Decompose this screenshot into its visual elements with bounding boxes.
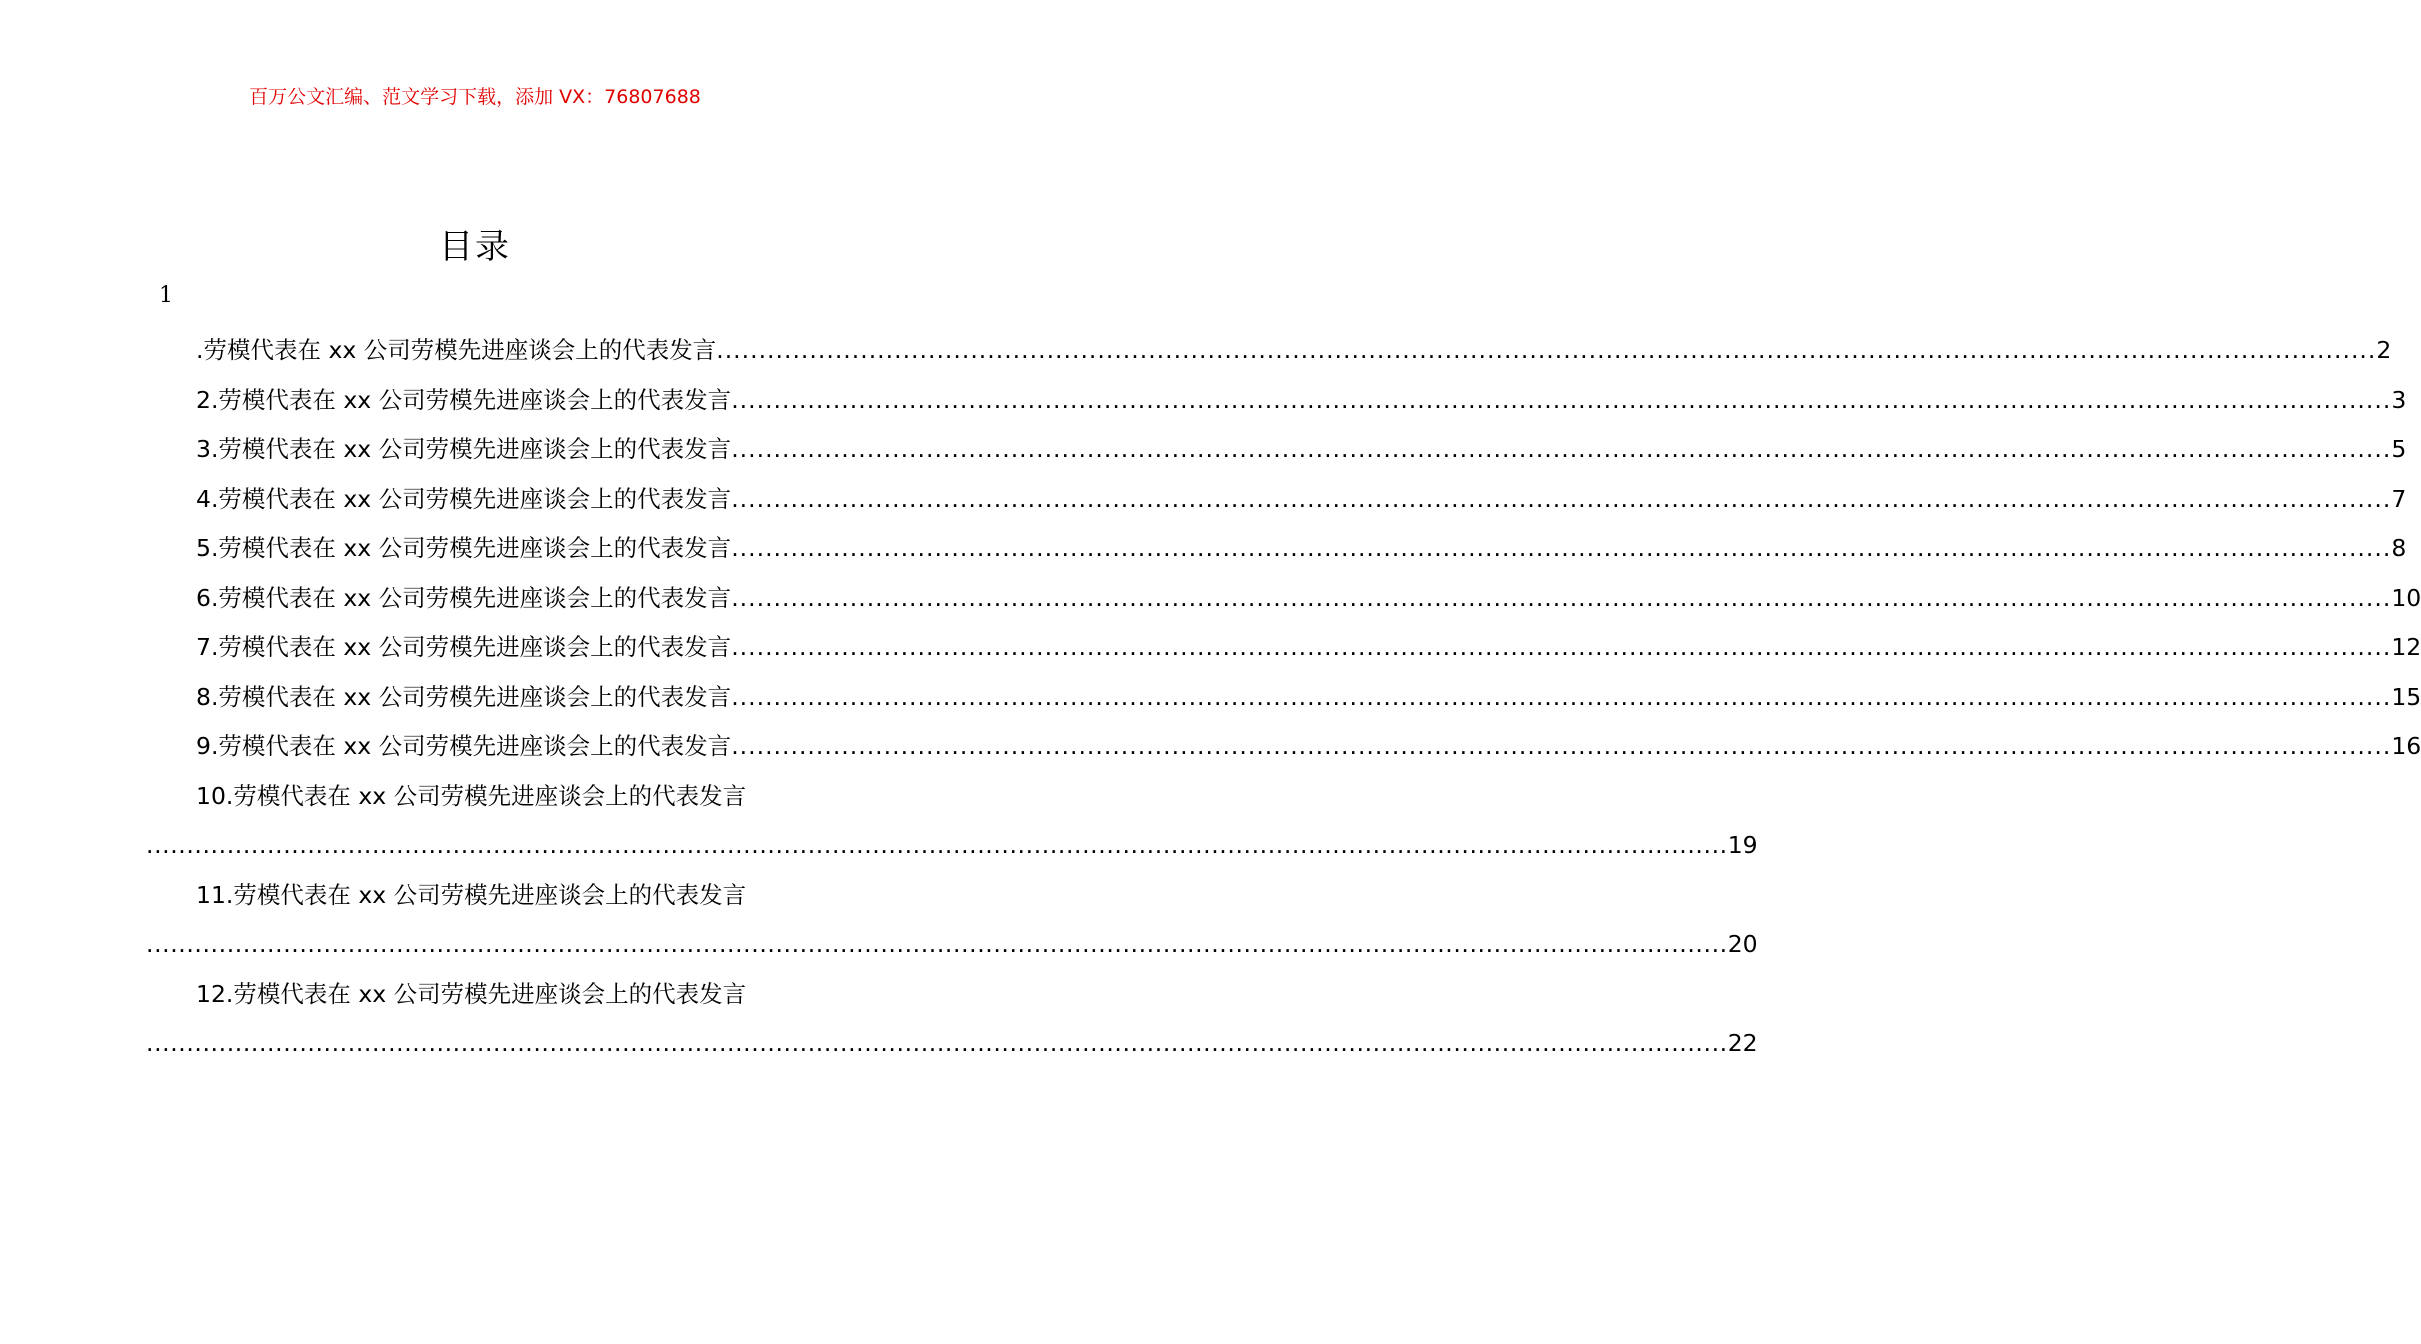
dot-leader [731,376,2391,426]
toc-entry-label: 6.劳模代表在 xx 公司劳模先进座谈会上的代表发言 [196,583,732,612]
toc-entry-11[interactable] [146,871,1758,970]
toc-entry-label: 11.劳模代表在 xx 公司劳模先进座谈会上的代表发言 [196,880,747,909]
dot-leader [716,326,2376,376]
dot-leader [146,1019,1728,1069]
dot-leader [731,574,2391,624]
toc-entry-label: 3.劳模代表在 xx 公司劳模先进座谈会上的代表发言 [196,435,732,463]
toc-entry-page: 19 [1727,831,1758,859]
dot-leader [731,722,2391,772]
toc-entry-7[interactable] [146,623,2421,673]
toc-entry-page: 8 [2391,534,2407,562]
dot-leader [731,673,2391,723]
toc-entry-12[interactable] [146,970,1758,1069]
toc-title: 目录 [439,227,511,267]
dot-leader [146,920,1728,970]
toc-entry-label: 9.劳模代表在 xx 公司劳模先进座谈会上的代表发言 [196,732,732,760]
toc-entry-8[interactable] [146,673,2421,723]
header-promo-note: 百万公文汇编、范文学习下载，添加 VX：76807688 [249,86,701,108]
toc-list [146,326,2421,1069]
stray-page-mark: 1 [159,283,173,308]
toc-entry-label: 5.劳模代表在 xx 公司劳模先进座谈会上的代表发言 [196,534,732,562]
toc-entry-page: 10 [2391,583,2421,612]
dot-leader [731,623,2391,673]
toc-entry-3[interactable] [146,425,2407,475]
toc-entry-2[interactable] [146,376,2407,426]
toc-entry-4[interactable] [146,475,2407,525]
toc-entry-page: 15 [2391,682,2421,711]
toc-entry-page: 7 [2391,484,2407,513]
toc-entry-page: 16 [2391,732,2421,760]
toc-entry-9[interactable] [146,722,2421,772]
toc-entry-page: 5 [2391,435,2407,463]
toc-entry-10[interactable] [146,772,1758,871]
dot-leader [146,821,1728,871]
toc-entry-label: 10.劳模代表在 xx 公司劳模先进座谈会上的代表发言 [196,781,747,810]
toc-entry-1[interactable] [146,326,2392,376]
toc-entry-label: 8.劳模代表在 xx 公司劳模先进座谈会上的代表发言 [196,682,732,711]
toc-entry-6[interactable] [146,574,2421,624]
dot-leader [731,524,2391,574]
toc-entry-5[interactable] [146,524,2407,574]
toc-entry-label: 2.劳模代表在 xx 公司劳模先进座谈会上的代表发言 [196,385,732,414]
dot-leader [731,425,2391,475]
toc-entry-page: 22 [1727,1029,1758,1057]
toc-entry-page: 12 [2391,633,2421,661]
toc-entry-page: 20 [1727,930,1758,958]
dot-leader [731,475,2391,525]
toc-entry-label: 7.劳模代表在 xx 公司劳模先进座谈会上的代表发言 [196,633,732,661]
toc-entry-page: 2 [2376,336,2392,364]
toc-entry-label: 12.劳模代表在 xx 公司劳模先进座谈会上的代表发言 [196,979,747,1008]
toc-entry-label: .劳模代表在 xx 公司劳模先进座谈会上的代表发言 [196,336,717,364]
toc-entry-page: 3 [2391,385,2407,414]
toc-entry-label: 4.劳模代表在 xx 公司劳模先进座谈会上的代表发言 [196,484,732,513]
